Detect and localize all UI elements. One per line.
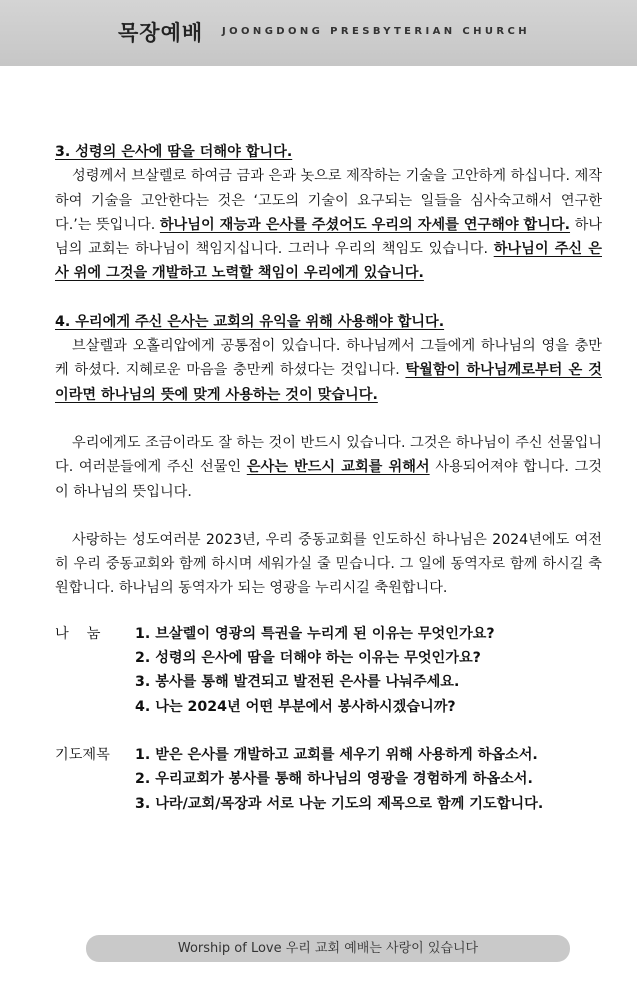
section3-body [55, 164, 602, 285]
sharing-row [55, 622, 602, 646]
section3-text-2: 하나님의 교회는 하나님이 책임지십니다. 그러나 우리의 책임도 있습니다. [55, 216, 602, 258]
prayer-item-2: 2. 우리교회가 봉사를 통해 하나님의 영광을 경험하게 하옵소서. [135, 771, 533, 788]
section3-heading: 3. 성령의 은사에 땀을 더해야 합니다. [55, 144, 293, 160]
section4-emphasis-1: 탁월함이 하나님께로부터 온 것이라면 하나님의 뜻에 맞게 사용하는 것이 맞습니다. [55, 362, 602, 403]
sharing-item-2: 2. 성령의 은사에 땀을 더해야 하는 이유는 무엇인가요? [135, 650, 481, 667]
prayer-section [55, 743, 602, 816]
section3-emphasis-1: 하나님이 재능과 은사를 주셨어도 우리의 자세를 연구해야 합니다. [159, 216, 571, 233]
header-subtitle: JOONGDONG PRESBYTERIAN CHURCH [222, 26, 531, 37]
sharing-row [55, 695, 602, 719]
sharing-item-4: 4. 나는 2024년 어떤 부분에서 봉사하시겠습니까? [135, 698, 456, 715]
para5-emphasis-1: 은사는 반드시 교회를 위해서 [246, 459, 430, 476]
para5-text-2: 사용되어져야 합니다. 그것이 하나님의 뜻입니다. [55, 459, 602, 500]
sharing-row [55, 670, 602, 694]
prayer-row [55, 767, 602, 791]
sharing-label: 나 눔 [55, 625, 101, 642]
para5-text-1: 우리에게도 조금이라도 잘 하는 것이 반드시 있습니다. 그것은 하나님이 주신 선물입니다. 여러분들에게 주신 선물인 [55, 434, 602, 476]
header-title: 목장예배 [118, 21, 204, 45]
row-spacer [55, 670, 135, 694]
row-spacer [55, 646, 135, 670]
sharing-row [55, 646, 602, 670]
page-header [0, 0, 637, 66]
prayer-item-1: 1. 받은 은사를 개발하고 교회를 세우기 위해 사용하게 하옵소서. [135, 746, 538, 763]
sharing-item-3: 3. 봉사를 통해 발견되고 발전된 은사를 나눠주세요. [135, 674, 460, 691]
section3-emphasis-2: 하나님이 주신 은사 위에 그것을 개발하고 노력할 책임이 우리에게 있습니다. [55, 241, 602, 282]
paragraph-5 [55, 431, 602, 504]
prayer-label: 기도제목 [55, 746, 110, 763]
sharing-item-1: 1. 브살렐이 영광의 특권을 누리게 된 이유는 무엇인가요? [135, 625, 495, 642]
section4-heading: 4. 우리에게 주신 은사는 교회의 유익을 위해 사용해야 합니다. [55, 313, 445, 330]
row-spacer [55, 767, 135, 791]
row-spacer [55, 695, 135, 719]
prayer-row [55, 743, 602, 767]
prayer-item-3: 3. 나라/교회/목장과 서로 나눈 기도의 제목으로 함께 기도합니다. [135, 795, 544, 812]
paragraph-6: 사랑하는 성도여러분 2023년, 우리 중동교회를 인도하신 하나님은 2024년에도 여전히 우리 중동교회와 함께 하시며 세워가실 줄 믿습니다. 그 일에 동역자로 함께 하시길 축원합니다. 하나님의 동역자가 되는 영광을 누리시길 축원합니다. [55, 531, 602, 597]
section4-text-1: 브살렐과 오홀리압에게 공통점이 있습니다. 하나님께서 그들에게 하나님의 영을 충만케 하셨다. 지혜로운 마음을 충만케 하셨다는 것입니다. [55, 338, 602, 379]
footer-banner: Worship of Love 우리 교회 예배는 사랑이 있습니다 [86, 935, 570, 962]
section3-text-1: 성령께서 브살렐로 하여금 금과 은과 놋으로 제작하는 기술을 고안하게 하십니다. 제작하여 기술을 고안한다는 것은 ‘고도의 기술이 요구되는 일들을 심사숙고해서 연구한다.’는 뜻입니다. [55, 168, 602, 233]
main-content [55, 140, 602, 816]
section4-body [55, 334, 602, 407]
prayer-row [55, 792, 602, 816]
sharing-section [55, 622, 602, 719]
row-spacer [55, 792, 135, 816]
